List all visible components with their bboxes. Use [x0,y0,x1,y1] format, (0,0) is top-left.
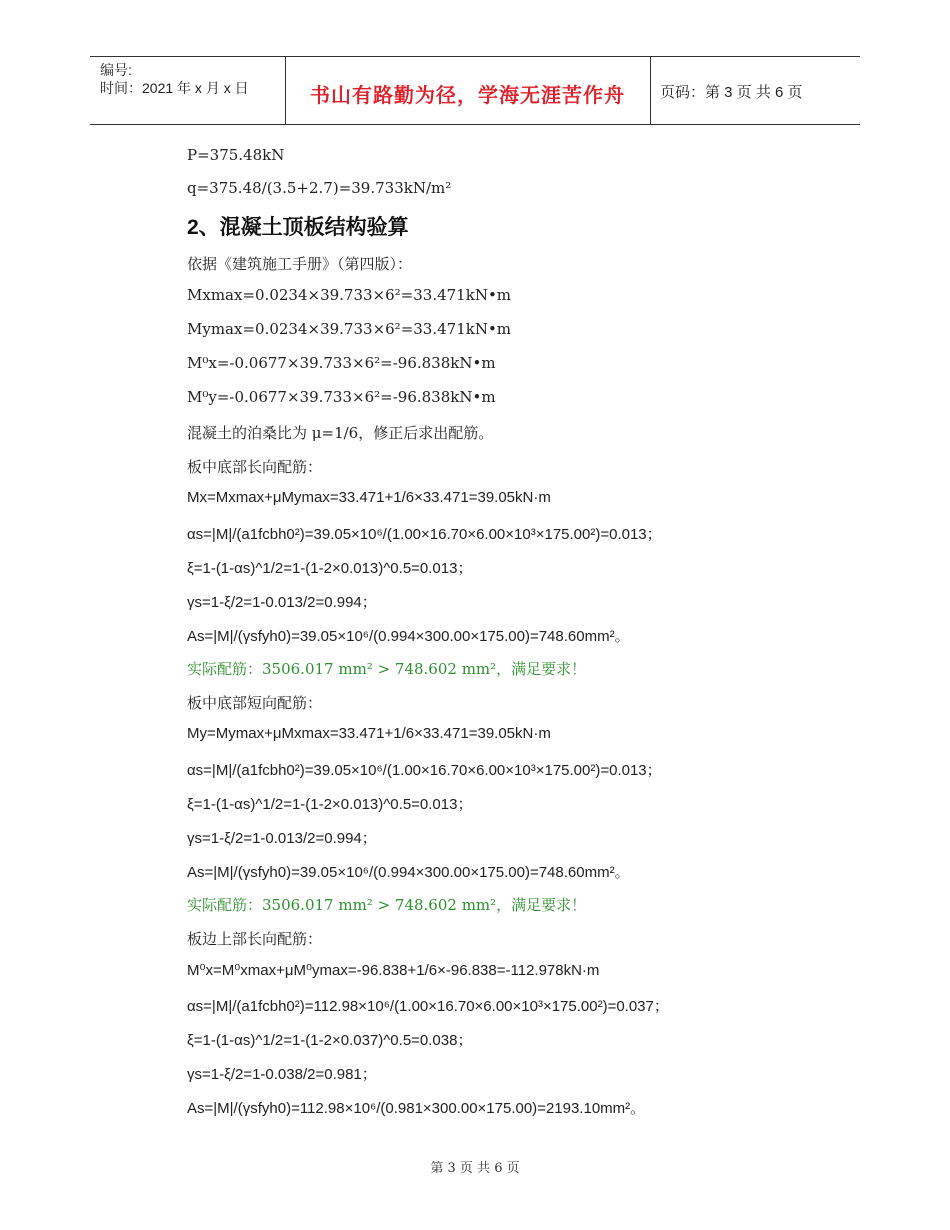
header-divider [650,57,651,124]
formula-line: αs=|M|/(a1fcbh0²)=112.98×10⁶/(1.00×16.70×6.00×10³×175.00²)=0.037； [187,998,669,1015]
formula-line: Mxmax=0.0234×39.733×6²=33.471kN•m [187,286,512,304]
formula-line: Mx=Mxmax+μMymax=33.471+1/6×33.471=39.05kN·m [187,489,551,506]
text-line: q=375.48/(3.5+2.7)=39.733kN/m² [187,179,452,197]
check-result: 实际配筋：3506.017 mm² > 748.602 mm²，满足要求！ [187,896,587,914]
text-line: 混凝土的泊桑比为 μ=1/6，修正后求出配筋。 [187,424,494,442]
formula-line: ξ=1-(1-αs)^1/2=1-(1-2×0.037)^0.5=0.038； [187,1032,473,1049]
subheading: 板中底部短向配筋： [187,694,323,712]
formula-line: As=|M|/(γsfyh0)=39.05×10⁶/(0.994×300.00×175.00)=748.60mm²。 [187,628,630,645]
subheading: 板中底部长向配筋： [187,458,323,476]
formula-line: Mymax=0.0234×39.733×6²=33.471kN•m [187,320,512,338]
formula-line: My=Mymax+μMxmax=33.471+1/6×33.471=39.05kN·m [187,725,551,742]
formula-line: M⁰x=-0.0677×39.733×6²=-96.838kN•m [187,354,496,372]
formula-line: As=|M|/(γsfyh0)=39.05×10⁶/(0.994×300.00×175.00)=748.60mm²。 [187,864,630,881]
header-page-info: 页码：第 3 页 共 6 页 [660,84,803,101]
section-heading: 2、混凝土顶板结构验算 [187,216,409,239]
header-time-label: 时间：2021 年 x 月 x 日 [100,80,249,96]
header-motto: 书山有路勤为径，学海无涯苦作舟 [310,85,625,107]
formula-line: M⁰x=M⁰xmax+μM⁰ymax=-96.838+1/6×-96.838=-112.978kN·m [187,962,600,979]
check-result: 实际配筋：3506.017 mm² > 748.602 mm²，满足要求！ [187,660,587,678]
formula-line: αs=|M|/(a1fcbh0²)=39.05×10⁶/(1.00×16.70×6.00×10³×175.00²)=0.013； [187,762,662,779]
text-line: P=375.48kN [187,146,285,164]
formula-line: M⁰y=-0.0677×39.733×6²=-96.838kN•m [187,388,496,406]
header-meta [100,61,249,97]
subheading: 板边上部长向配筋： [187,930,323,948]
formula-line: γs=1-ξ/2=1-0.013/2=0.994； [187,594,377,611]
page-header [90,56,860,125]
formula-line: ξ=1-(1-αs)^1/2=1-(1-2×0.013)^0.5=0.013； [187,796,473,813]
formula-line: αs=|M|/(a1fcbh0²)=39.05×10⁶/(1.00×16.70×6.00×10³×175.00²)=0.013； [187,526,662,543]
formula-line: ξ=1-(1-αs)^1/2=1-(1-2×0.013)^0.5=0.013； [187,560,473,577]
formula-line: γs=1-ξ/2=1-0.013/2=0.994； [187,830,377,847]
text-line: 依据《建筑施工手册》（第四版）： [187,255,413,273]
formula-line: γs=1-ξ/2=1-0.038/2=0.981； [187,1066,377,1083]
formula-line: As=|M|/(γsfyh0)=112.98×10⁶/(0.981×300.00×175.00)=2193.10mm²。 [187,1100,646,1117]
page-footer: 第 3 页 共 6 页 [430,1161,520,1176]
header-number-label: 编号: [100,62,132,78]
